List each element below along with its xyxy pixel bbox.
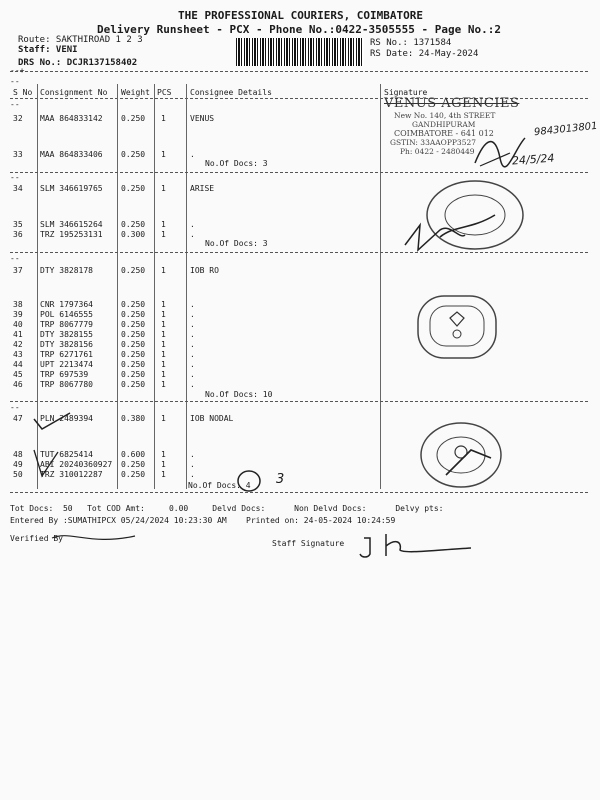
row-pcs: 1 bbox=[161, 450, 166, 459]
row-consignment: MAA 864833142 bbox=[40, 114, 103, 123]
row-consignment: DTY 3828155 bbox=[40, 330, 93, 339]
barcode bbox=[236, 38, 364, 66]
row-consignment: TRZ 310012287 bbox=[40, 470, 103, 479]
row-weight: 0.300 bbox=[121, 230, 146, 239]
row-sno: 36 bbox=[13, 230, 23, 239]
col-line bbox=[186, 84, 187, 489]
row-weight: 0.250 bbox=[121, 340, 146, 349]
row-weight: 0.250 bbox=[121, 266, 146, 275]
col-weight: Weight bbox=[121, 88, 150, 97]
row-pcs: 1 bbox=[161, 150, 166, 159]
row-weight: 0.250 bbox=[121, 460, 146, 469]
row-consignee: . bbox=[190, 310, 195, 319]
stamp-line: New No. 140, 4th STREET bbox=[394, 111, 496, 120]
row-sno: 33 bbox=[13, 150, 23, 159]
row-pcs: 1 bbox=[161, 300, 166, 309]
handwritten-date: 24/5/24 bbox=[511, 151, 555, 168]
row-pcs: 1 bbox=[161, 330, 166, 339]
dash-marker: -- bbox=[10, 403, 20, 412]
row-pcs: 1 bbox=[161, 370, 166, 379]
row-consignee: . bbox=[190, 460, 195, 469]
row-weight: 0.250 bbox=[121, 310, 146, 319]
dash-marker: -- bbox=[10, 254, 20, 263]
docs-count: No.Of Docs: 10 bbox=[205, 390, 273, 399]
row-sno: 37 bbox=[13, 266, 23, 275]
dash-marker: -- bbox=[10, 173, 20, 182]
row-consignment: ABI 20240360927 bbox=[40, 460, 113, 469]
divider bbox=[10, 492, 588, 493]
row-weight: 0.250 bbox=[121, 320, 146, 329]
rs-number: RS No.: 1371584 bbox=[370, 38, 452, 48]
row-pcs: 1 bbox=[161, 320, 166, 329]
row-consignment: CNR 1797364 bbox=[40, 300, 93, 309]
runsheet-title: Delivery Runsheet - PCX - Phone No.:0422-3505555 - Page No.:2 bbox=[97, 23, 501, 36]
signature-scribble bbox=[400, 215, 470, 255]
row-consignee: . bbox=[190, 340, 195, 349]
handwritten-docs: 3 bbox=[276, 472, 285, 487]
col-line bbox=[117, 84, 118, 489]
row-sno: 35 bbox=[13, 220, 23, 229]
entered-line: Entered By :SUMATHIPCX 05/24/2024 10:23:30 AM Printed on: 24-05-2024 10:24:59 bbox=[10, 516, 396, 525]
row-pcs: 1 bbox=[161, 470, 166, 479]
row-consignment: TRP 8067780 bbox=[40, 380, 93, 389]
col-sno: S No bbox=[13, 88, 33, 97]
docs-count: No.Of Docs: 4 bbox=[188, 481, 251, 490]
row-sno: 41 bbox=[13, 330, 23, 339]
row-weight: 0.250 bbox=[121, 114, 146, 123]
row-consignee: . bbox=[190, 300, 195, 309]
verified-label: Verified By bbox=[10, 534, 63, 543]
col-line bbox=[154, 84, 155, 489]
row-weight: 0.250 bbox=[121, 150, 146, 159]
row-consignee: . bbox=[190, 370, 195, 379]
row-pcs: 1 bbox=[161, 360, 166, 369]
dash-marker: -- bbox=[10, 100, 20, 109]
row-sno: 40 bbox=[13, 320, 23, 329]
row-sno: 34 bbox=[13, 184, 23, 193]
row-sno: 45 bbox=[13, 370, 23, 379]
row-pcs: 1 bbox=[161, 310, 166, 319]
staff-signature-label: Staff Signature bbox=[272, 539, 345, 548]
row-sno: 46 bbox=[13, 380, 23, 389]
row-consignee: VENUS bbox=[190, 114, 215, 123]
row-consignee: . bbox=[190, 470, 195, 479]
row-consignment: SLM 346615264 bbox=[40, 220, 103, 229]
row-weight: 0.250 bbox=[121, 184, 146, 193]
row-pcs: 1 bbox=[161, 184, 166, 193]
stamp-line: Ph: 0422 - 2480449 bbox=[400, 147, 475, 156]
bank-stamp bbox=[416, 420, 506, 490]
row-consignee: IOB NODAL bbox=[190, 414, 234, 423]
col-signature: Signature bbox=[384, 88, 428, 97]
row-pcs: 1 bbox=[161, 230, 166, 239]
row-pcs: 1 bbox=[161, 380, 166, 389]
row-sno: 43 bbox=[13, 350, 23, 359]
stamp-line: GSTIN: 33AAOPP3527 bbox=[390, 138, 477, 147]
row-sno: 32 bbox=[13, 114, 23, 123]
row-consignee: ARISE bbox=[190, 184, 215, 193]
row-weight: 0.600 bbox=[121, 450, 146, 459]
stamp-line: VENUS AGENCIES bbox=[384, 96, 520, 111]
docs-count: No.Of Docs: 3 bbox=[205, 239, 268, 248]
bank-stamp bbox=[412, 292, 502, 362]
stamp-line: GANDHIPURAM bbox=[412, 120, 476, 129]
row-consignment: PLN 2489394 bbox=[40, 414, 93, 423]
drs-number: DRS No.: DCJR137158402 bbox=[18, 58, 138, 68]
staff-signature bbox=[356, 528, 476, 562]
handwritten-phone: 9843013801 bbox=[533, 120, 599, 139]
col-consignment: Consignment No bbox=[40, 88, 108, 97]
row-pcs: 1 bbox=[161, 340, 166, 349]
row-weight: 0.380 bbox=[121, 414, 146, 423]
row-consignment: UPT 2213474 bbox=[40, 360, 93, 369]
col-consignee: Consignee Details bbox=[190, 88, 272, 97]
tick-mark bbox=[28, 446, 68, 486]
row-consignee: . bbox=[190, 380, 195, 389]
divider bbox=[10, 71, 588, 72]
row-consignment: DTY 3828156 bbox=[40, 340, 93, 349]
col-pcs: PCS bbox=[157, 88, 172, 97]
row-consignment: TUT 6825414 bbox=[40, 450, 93, 459]
row-sno: 49 bbox=[13, 460, 23, 469]
verified-signature bbox=[50, 526, 140, 548]
row-sno: 39 bbox=[13, 310, 23, 319]
row-consignee: . bbox=[190, 320, 195, 329]
row-sno: 42 bbox=[13, 340, 23, 349]
row-consignment: TRZ 195253131 bbox=[40, 230, 103, 239]
divider bbox=[10, 401, 588, 402]
docs-count: No.Of Docs: 3 bbox=[205, 159, 268, 168]
row-weight: 0.250 bbox=[121, 350, 146, 359]
totals-line: Tot Docs: 50 Tot COD Amt: 0.00 Delvd Docs: Non Delvd Docs: Delvy pts: bbox=[10, 504, 444, 513]
row-pcs: 1 bbox=[161, 114, 166, 123]
row-consignee: . bbox=[190, 230, 195, 239]
row-sno: 38 bbox=[13, 300, 23, 309]
row-consignee: IOB RO bbox=[190, 266, 219, 275]
row-consignment: TRP 697539 bbox=[40, 370, 89, 379]
stamp-line: COIMBATORE - 641 012 bbox=[394, 129, 494, 138]
row-pcs: 1 bbox=[161, 266, 166, 275]
row-consignee: . bbox=[190, 150, 195, 159]
row-consignee: . bbox=[190, 330, 195, 339]
row-consignment: POL 6146555 bbox=[40, 310, 93, 319]
rs-date: RS Date: 24-May-2024 bbox=[370, 49, 479, 59]
row-consignment: MAA 864833406 bbox=[40, 150, 103, 159]
row-pcs: 1 bbox=[161, 414, 166, 423]
route-label: Route: SAKTHIROAD 1 2 3 bbox=[18, 35, 143, 45]
row-sno: 50 bbox=[13, 470, 23, 479]
row-consignee: . bbox=[190, 220, 195, 229]
row-consignee: . bbox=[190, 350, 195, 359]
dash-marker: -- bbox=[10, 77, 20, 86]
row-sno: 47 bbox=[13, 414, 23, 423]
row-consignee: . bbox=[190, 450, 195, 459]
row-consignment: DTY 3828178 bbox=[40, 266, 93, 275]
signature-scribble bbox=[470, 128, 530, 173]
row-weight: 0.250 bbox=[121, 470, 146, 479]
row-consignee: . bbox=[190, 360, 195, 369]
staff-label: Staff: VENI bbox=[18, 45, 78, 55]
row-sno: 48 bbox=[13, 450, 23, 459]
row-weight: 0.250 bbox=[121, 360, 146, 369]
row-pcs: 1 bbox=[161, 460, 166, 469]
row-pcs: 1 bbox=[161, 350, 166, 359]
dash-marker: --+ bbox=[10, 66, 25, 75]
tick-mark bbox=[30, 405, 80, 435]
row-consignment: SLM 346619765 bbox=[40, 184, 103, 193]
row-weight: 0.250 bbox=[121, 220, 146, 229]
col-line bbox=[380, 84, 381, 489]
circle-mark bbox=[234, 468, 264, 494]
row-sno: 44 bbox=[13, 360, 23, 369]
row-consignment: TRP 8067779 bbox=[40, 320, 93, 329]
row-weight: 0.250 bbox=[121, 300, 146, 309]
row-weight: 0.250 bbox=[121, 380, 146, 389]
row-weight: 0.250 bbox=[121, 370, 146, 379]
row-weight: 0.250 bbox=[121, 330, 146, 339]
row-consignment: TRP 6271761 bbox=[40, 350, 93, 359]
row-pcs: 1 bbox=[161, 220, 166, 229]
company-title: THE PROFESSIONAL COURIERS, COIMBATORE bbox=[178, 9, 424, 22]
